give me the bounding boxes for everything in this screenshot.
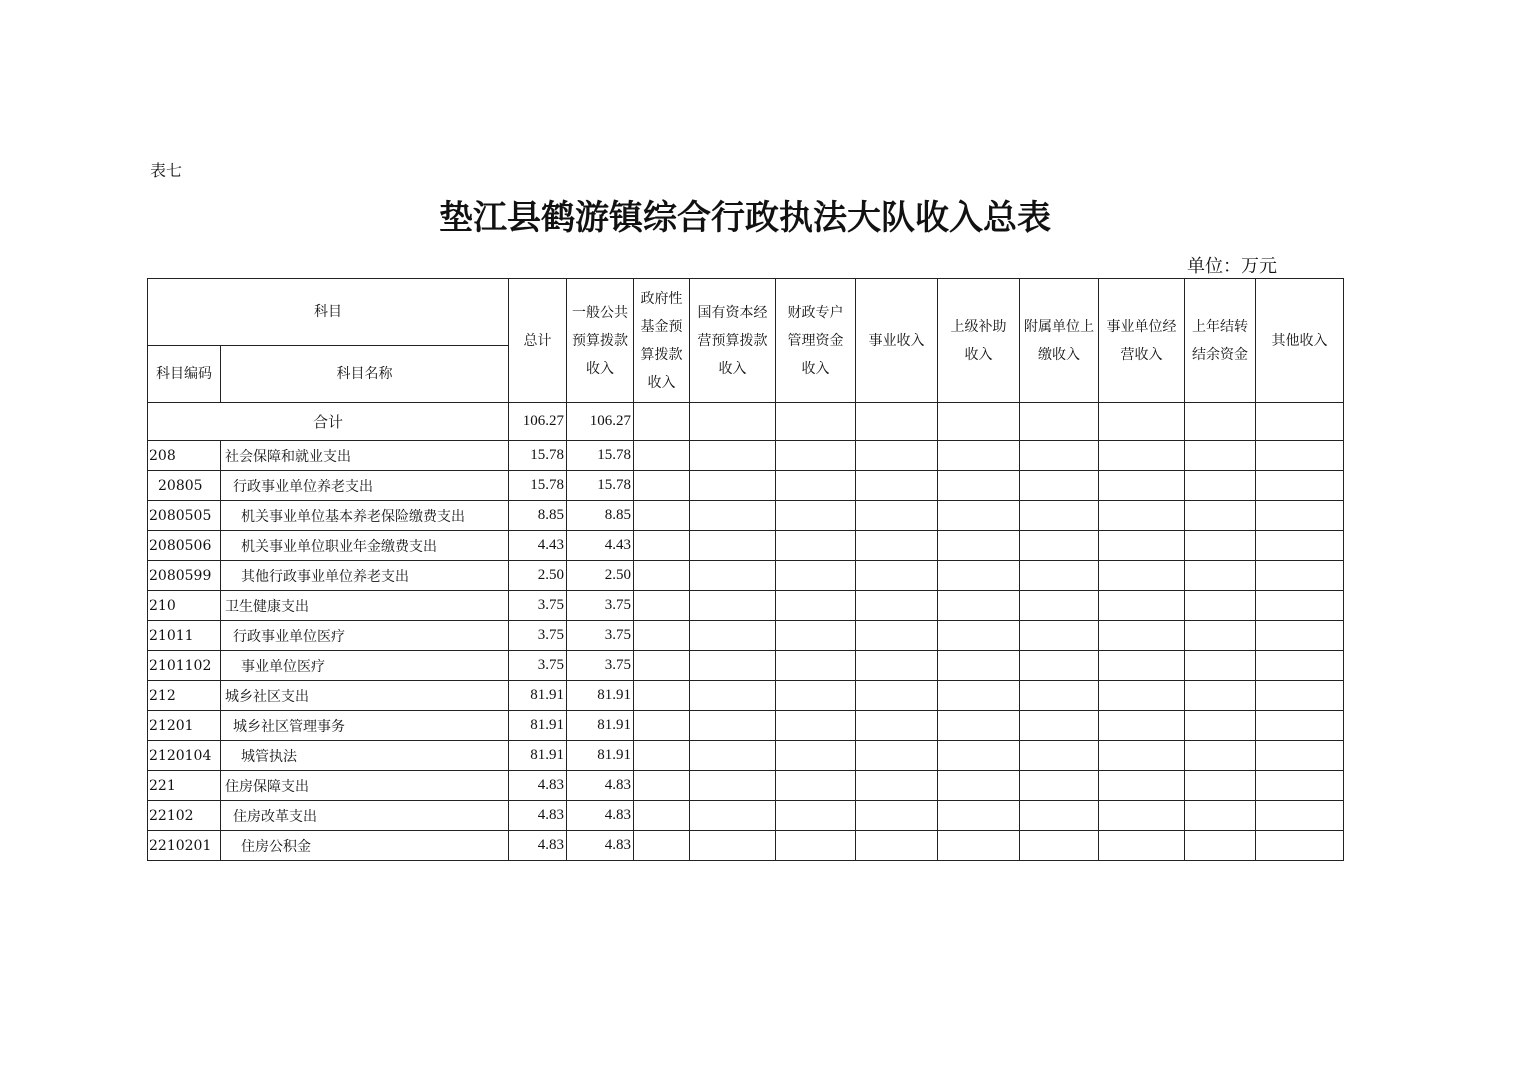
row-subject-name-text: 机关事业单位职业年金缴费支出	[241, 538, 437, 555]
empty-cell	[1099, 591, 1185, 621]
row-subject-code	[148, 741, 221, 771]
empty-cell	[1020, 651, 1099, 681]
row-total: 4.83	[509, 771, 567, 801]
empty-cell	[1020, 591, 1099, 621]
empty-cell	[690, 741, 776, 771]
empty-cell	[1185, 591, 1256, 621]
empty-cell	[634, 801, 690, 831]
empty-cell	[1099, 471, 1185, 501]
row-subject-name-text: 机关事业单位基本养老保险缴费支出	[241, 508, 465, 525]
empty-cell	[690, 651, 776, 681]
row-general-budget: 2.50	[567, 561, 634, 591]
row-general-budget: 4.83	[567, 801, 634, 831]
table-row	[148, 531, 1344, 561]
empty-cell	[776, 831, 856, 861]
empty-cell	[776, 471, 856, 501]
empty-cell	[1256, 501, 1344, 531]
row-general-budget: 4.83	[567, 831, 634, 861]
empty-cell	[1020, 681, 1099, 711]
empty-cell	[634, 771, 690, 801]
row-subject-code	[148, 591, 221, 621]
empty-cell	[1256, 621, 1344, 651]
empty-cell	[1185, 441, 1256, 471]
empty-cell	[938, 711, 1020, 741]
empty-cell	[938, 591, 1020, 621]
table-row	[148, 711, 1344, 741]
empty-cell	[634, 441, 690, 471]
row-subject-code-text: 2120104	[149, 747, 212, 764]
empty-cell	[1185, 771, 1256, 801]
row-subject-name	[221, 621, 509, 651]
empty-cell	[634, 471, 690, 501]
empty-cell	[938, 441, 1020, 471]
empty-cell	[856, 531, 938, 561]
row-subject-name-text: 其他行政事业单位养老支出	[241, 568, 409, 585]
header-total	[509, 279, 567, 403]
table-number-label: 表七	[150, 161, 183, 180]
empty-cell	[938, 561, 1020, 591]
header-state-capital-text: 国有资本经营预算拨款收入	[697, 304, 768, 377]
row-general-budget: 81.91	[567, 711, 634, 741]
empty-cell	[856, 561, 938, 591]
table-row	[148, 681, 1344, 711]
table-row	[148, 771, 1344, 801]
empty-cell	[634, 711, 690, 741]
empty-cell	[634, 591, 690, 621]
empty-cell	[1185, 621, 1256, 651]
row-subject-code	[148, 561, 221, 591]
empty-cell	[1099, 403, 1185, 441]
row-subject-code	[148, 471, 221, 501]
empty-cell	[634, 561, 690, 591]
empty-cell	[690, 681, 776, 711]
empty-cell	[856, 471, 938, 501]
empty-cell	[1099, 651, 1185, 681]
empty-cell	[1020, 403, 1099, 441]
empty-cell	[1185, 651, 1256, 681]
row-subject-name	[221, 741, 509, 771]
header-superior-subsidy-text: 上级补助收入	[950, 318, 1007, 363]
empty-cell	[1020, 741, 1099, 771]
empty-cell	[1256, 651, 1344, 681]
empty-cell	[776, 771, 856, 801]
row-general-budget: 4.43	[567, 531, 634, 561]
header-other-income-text: 其他收入	[1271, 332, 1328, 349]
row-general-budget: 81.91	[567, 681, 634, 711]
empty-cell	[856, 801, 938, 831]
row-subject-code	[148, 831, 221, 861]
empty-cell	[634, 531, 690, 561]
row-subject-code-text: 2080506	[149, 537, 212, 554]
table-row	[148, 591, 1344, 621]
table-row	[148, 651, 1344, 681]
empty-cell	[1185, 801, 1256, 831]
empty-cell	[1099, 621, 1185, 651]
empty-cell	[1020, 441, 1099, 471]
empty-cell	[1020, 531, 1099, 561]
row-subject-name	[221, 681, 509, 711]
empty-cell	[1099, 771, 1185, 801]
empty-cell	[776, 621, 856, 651]
row-subject-name-text: 住房改革支出	[233, 808, 317, 825]
empty-cell	[1256, 681, 1344, 711]
empty-cell	[938, 621, 1020, 651]
empty-cell	[856, 681, 938, 711]
empty-cell	[938, 771, 1020, 801]
header-fiscal-special	[776, 279, 856, 403]
empty-cell	[1020, 501, 1099, 531]
row-subject-name-text: 城乡社区管理事务	[233, 718, 345, 735]
row-total: 4.83	[509, 831, 567, 861]
row-general-budget: 4.83	[567, 771, 634, 801]
row-subject-name-text: 卫生健康支出	[225, 598, 309, 615]
row-total: 4.43	[509, 531, 567, 561]
row-subject-code-text: 221	[149, 777, 176, 794]
empty-cell	[856, 831, 938, 861]
empty-cell	[1099, 441, 1185, 471]
empty-cell	[776, 441, 856, 471]
header-general-budget	[567, 279, 634, 403]
row-subject-code	[148, 681, 221, 711]
empty-cell	[776, 403, 856, 441]
row-subject-code-text: 2101102	[149, 657, 212, 674]
empty-cell	[690, 771, 776, 801]
row-subject-code-text: 2080505	[149, 507, 212, 524]
empty-cell	[1256, 441, 1344, 471]
empty-cell	[1256, 561, 1344, 591]
header-operating-income-text: 事业单位经营收入	[1106, 318, 1177, 363]
total-row-total: 106.27	[509, 403, 567, 441]
empty-cell	[690, 561, 776, 591]
row-subject-name	[221, 441, 509, 471]
row-subject-code	[148, 501, 221, 531]
table-row	[148, 561, 1344, 591]
row-total: 8.85	[509, 501, 567, 531]
row-subject-code	[148, 651, 221, 681]
row-subject-name	[221, 471, 509, 501]
empty-cell	[1185, 831, 1256, 861]
empty-cell	[1185, 403, 1256, 441]
empty-cell	[776, 801, 856, 831]
header-operating-income	[1099, 279, 1185, 403]
header-gov-fund-text: 政府性基金预算拨款收入	[640, 290, 683, 391]
empty-cell	[690, 471, 776, 501]
header-fiscal-special-text: 财政专户管理资金收入	[787, 304, 844, 377]
row-total: 15.78	[509, 441, 567, 471]
empty-cell	[938, 651, 1020, 681]
empty-cell	[856, 621, 938, 651]
empty-cell	[1185, 471, 1256, 501]
empty-cell	[1020, 831, 1099, 861]
empty-cell	[1185, 711, 1256, 741]
empty-cell	[776, 711, 856, 741]
table-header	[148, 279, 1344, 403]
document-title: 垫江县鹤游镇综合行政执法大队收入总表	[439, 198, 1051, 238]
empty-cell	[938, 741, 1020, 771]
empty-cell	[1020, 771, 1099, 801]
row-subject-name-text: 城管执法	[241, 748, 297, 765]
total-row-label: 合计	[148, 403, 509, 441]
row-general-budget: 3.75	[567, 651, 634, 681]
empty-cell	[690, 591, 776, 621]
empty-cell	[634, 651, 690, 681]
empty-cell	[776, 531, 856, 561]
row-subject-name	[221, 561, 509, 591]
row-subject-code-text: 2080599	[149, 567, 212, 584]
empty-cell	[1185, 741, 1256, 771]
row-subject-name-text: 事业单位医疗	[241, 658, 325, 675]
empty-cell	[1020, 621, 1099, 651]
empty-cell	[1256, 711, 1344, 741]
row-subject-code-text: 212	[149, 687, 176, 704]
row-subject-name-text: 行政事业单位医疗	[233, 628, 345, 645]
row-general-budget: 3.75	[567, 621, 634, 651]
empty-cell	[856, 771, 938, 801]
empty-cell	[690, 531, 776, 561]
row-subject-code	[148, 441, 221, 471]
row-total: 81.91	[509, 741, 567, 771]
empty-cell	[1099, 561, 1185, 591]
table-row	[148, 471, 1344, 501]
empty-cell	[856, 591, 938, 621]
empty-cell	[690, 621, 776, 651]
row-subject-code-text: 210	[149, 597, 176, 614]
empty-cell	[1185, 531, 1256, 561]
row-subject-name	[221, 531, 509, 561]
empty-cell	[690, 501, 776, 531]
empty-cell	[856, 741, 938, 771]
row-subject-code-text: 22102	[149, 807, 194, 824]
total-row	[148, 403, 1344, 441]
row-subject-name	[221, 651, 509, 681]
empty-cell	[776, 681, 856, 711]
row-subject-code-text: 20805	[158, 477, 203, 494]
header-carryover-text: 上年结转结余资金	[1192, 318, 1248, 363]
empty-cell	[1256, 741, 1344, 771]
header-general-budget-text: 一般公共预算拨款收入	[572, 304, 628, 377]
empty-cell	[1020, 561, 1099, 591]
empty-cell	[690, 711, 776, 741]
header-affiliated-payment-text: 附属单位上缴收入	[1024, 318, 1094, 363]
header-subject-code: 科目编码	[148, 346, 221, 403]
row-subject-name-text: 行政事业单位养老支出	[233, 478, 373, 495]
empty-cell	[1020, 801, 1099, 831]
total-row-general-budget: 106.27	[567, 403, 634, 441]
header-total-text: 总计	[523, 332, 552, 349]
row-total: 81.91	[509, 681, 567, 711]
empty-cell	[1256, 771, 1344, 801]
empty-cell	[634, 403, 690, 441]
row-total: 81.91	[509, 711, 567, 741]
empty-cell	[1099, 741, 1185, 771]
empty-cell	[1099, 801, 1185, 831]
unit-label: 单位：万元	[1187, 256, 1277, 277]
row-general-budget: 15.78	[567, 441, 634, 471]
empty-cell	[634, 621, 690, 651]
empty-cell	[776, 741, 856, 771]
empty-cell	[856, 441, 938, 471]
header-gov-fund	[634, 279, 690, 403]
row-subject-code-text: 208	[149, 447, 176, 464]
empty-cell	[1256, 531, 1344, 561]
empty-cell	[776, 651, 856, 681]
row-total: 3.75	[509, 651, 567, 681]
row-total: 3.75	[509, 621, 567, 651]
empty-cell	[856, 651, 938, 681]
empty-cell	[776, 591, 856, 621]
row-total: 15.78	[509, 471, 567, 501]
empty-cell	[690, 801, 776, 831]
table-row	[148, 801, 1344, 831]
table-row	[148, 441, 1344, 471]
empty-cell	[1185, 681, 1256, 711]
row-total: 2.50	[509, 561, 567, 591]
header-state-capital	[690, 279, 776, 403]
empty-cell	[1256, 831, 1344, 861]
header-other-income	[1256, 279, 1344, 403]
row-general-budget: 3.75	[567, 591, 634, 621]
row-subject-name	[221, 501, 509, 531]
empty-cell	[938, 681, 1020, 711]
empty-cell	[634, 681, 690, 711]
empty-cell	[1099, 681, 1185, 711]
empty-cell	[1256, 801, 1344, 831]
row-total: 4.83	[509, 801, 567, 831]
row-subject-name	[221, 711, 509, 741]
empty-cell	[1099, 831, 1185, 861]
empty-cell	[1020, 711, 1099, 741]
empty-cell	[634, 741, 690, 771]
table-body	[148, 403, 1344, 861]
empty-cell	[634, 831, 690, 861]
table-row	[148, 831, 1344, 861]
row-total: 3.75	[509, 591, 567, 621]
empty-cell	[634, 501, 690, 531]
row-subject-code-text: 21201	[149, 717, 194, 734]
row-subject-name-text: 城乡社区支出	[225, 688, 309, 705]
row-subject-name	[221, 831, 509, 861]
empty-cell	[690, 831, 776, 861]
row-subject-name	[221, 771, 509, 801]
empty-cell	[1256, 471, 1344, 501]
empty-cell	[938, 403, 1020, 441]
empty-cell	[1099, 501, 1185, 531]
table-row	[148, 501, 1344, 531]
empty-cell	[1020, 471, 1099, 501]
row-general-budget: 8.85	[567, 501, 634, 531]
row-subject-name	[221, 801, 509, 831]
row-subject-code	[148, 711, 221, 741]
header-carryover	[1185, 279, 1256, 403]
table-row	[148, 741, 1344, 771]
row-general-budget: 15.78	[567, 471, 634, 501]
row-subject-code	[148, 771, 221, 801]
empty-cell	[1185, 501, 1256, 531]
empty-cell	[690, 403, 776, 441]
empty-cell	[856, 711, 938, 741]
header-subject-group: 科目	[148, 279, 509, 346]
empty-cell	[1185, 561, 1256, 591]
empty-cell	[938, 801, 1020, 831]
header-subject-name: 科目名称	[221, 346, 509, 403]
row-subject-code	[148, 801, 221, 831]
header-business-income-text: 事业收入	[868, 332, 925, 349]
empty-cell	[938, 501, 1020, 531]
table-row	[148, 621, 1344, 651]
empty-cell	[776, 561, 856, 591]
row-subject-code	[148, 531, 221, 561]
row-subject-code-text: 21011	[149, 627, 194, 644]
empty-cell	[1099, 711, 1185, 741]
empty-cell	[1256, 403, 1344, 441]
empty-cell	[856, 501, 938, 531]
empty-cell	[938, 831, 1020, 861]
header-affiliated-payment	[1020, 279, 1099, 403]
row-subject-name-text: 住房保障支出	[225, 778, 309, 795]
empty-cell	[1256, 591, 1344, 621]
empty-cell	[776, 501, 856, 531]
row-subject-name-text: 社会保障和就业支出	[225, 448, 351, 465]
row-subject-code-text: 2210201	[149, 837, 212, 854]
row-subject-code	[148, 621, 221, 651]
empty-cell	[938, 471, 1020, 501]
header-superior-subsidy	[938, 279, 1020, 403]
header-business-income	[856, 279, 938, 403]
row-subject-name	[221, 591, 509, 621]
empty-cell	[690, 441, 776, 471]
empty-cell	[1099, 531, 1185, 561]
row-subject-name-text: 住房公积金	[241, 838, 311, 855]
empty-cell	[938, 531, 1020, 561]
income-summary-table	[147, 278, 1344, 861]
row-general-budget: 81.91	[567, 741, 634, 771]
empty-cell	[856, 403, 938, 441]
